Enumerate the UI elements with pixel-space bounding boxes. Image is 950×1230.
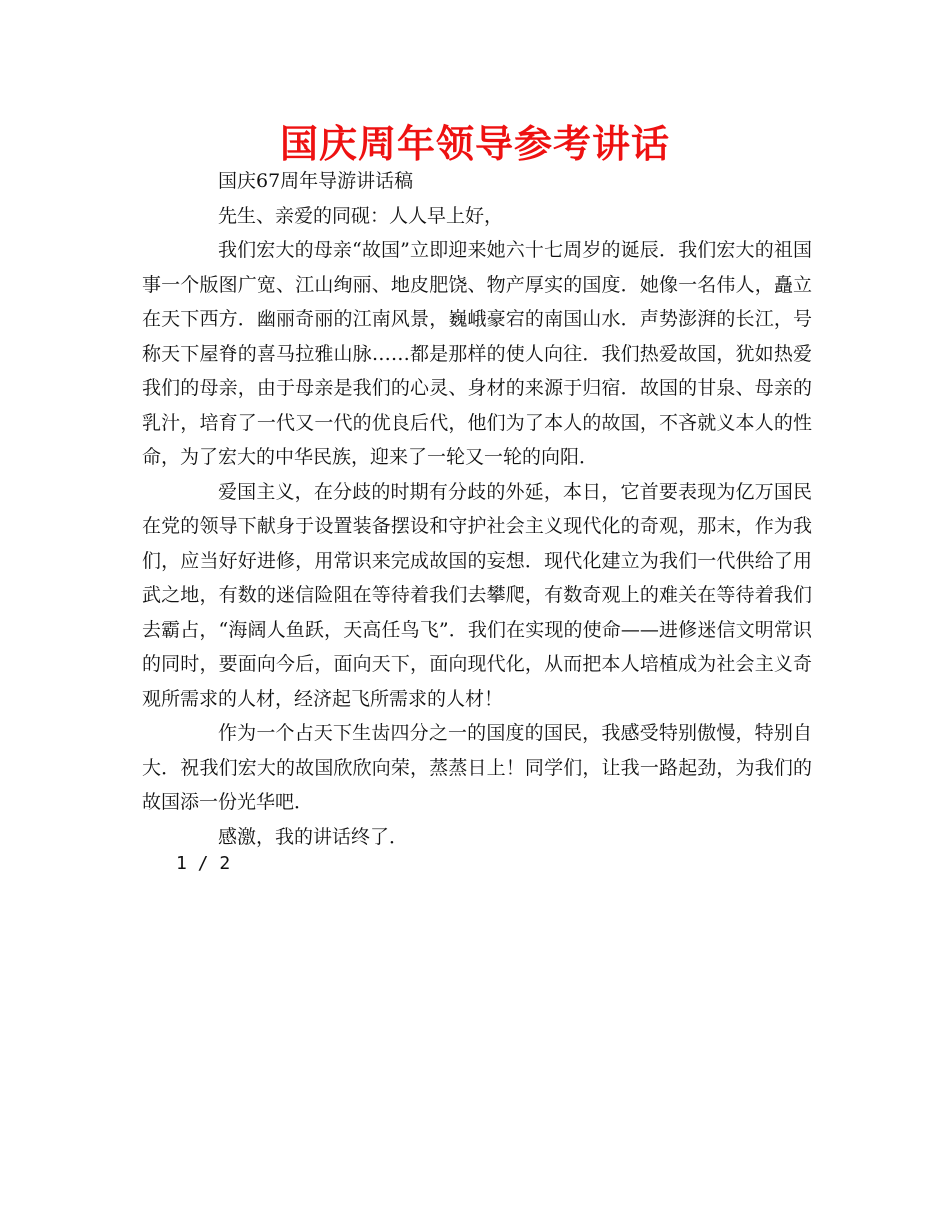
document-body [142,164,812,854]
closing-paragraph: 感激，我的讲话终了． [218,825,409,848]
body-paragraph-1: 我们宏大的母亲“故国”立即迎来她六十七周岁的诞辰．我们宏大的祖国事一个版图广宽、江山绚丽、地皮肥饶、物产厚实的国度．她像一名伟人，矗立在天下西方．幽丽奇丽的江南风景，巍峨豪宕的南国山水．声势澎湃的长江，号称天下屋脊的喜马拉雅山脉……都是那样的使人向往．我们热爱故国，犹如热爱我们的母亲，由于母亲是我们的心灵、身材的来源于归宿．故国的甘泉、母亲的乳汁，培育了一代又一代的优良后代，他们为了本人的故国，不吝就义本人的性命，为了宏大的中华民族，迎来了一轮又一轮的向阳． [142,239,812,468]
greeting-paragraph: 先生、亲爱的同砚：人人早上好， [218,204,504,227]
body-paragraph-2: 爱国主义，在分歧的时期有分歧的外延，本日，它首要表现为亿万国民在党的领导下献身于设置装备摆设和守护社会主义现代化的奇观，那末，作为我们，应当好好进修，用常识来完成故国的妄想．现代化建立为我们一代供给了用武之地，有数的迷信险阻在等待着我们去攀爬，有数奇观上的难关在等待着我们去霸占，“海阔人鱼跃，天高任鸟飞”．我们在实现的使命——进修迷信文明常识的同时，要面向今后，面向天下，面向现代化，从而把本人培植成为社会主义奇观所需求的人材，经济起飞所需求的人材！ [142,480,812,710]
page-number: 1 / 2 [176,853,231,874]
body-paragraph-3: 作为一个占天下生齿四分之一的国度的国民，我感受特别傲慢，特别自大．祝我们宏大的故国欣欣向荣，蒸蒸日上！同学们，让我一路起劲，为我们的故国添一份光华吧． [142,722,812,813]
document-title: 国庆周年领导参考讲话 [279,122,670,166]
subtitle-paragraph: 国庆67周年导游讲话稿 [218,170,414,192]
